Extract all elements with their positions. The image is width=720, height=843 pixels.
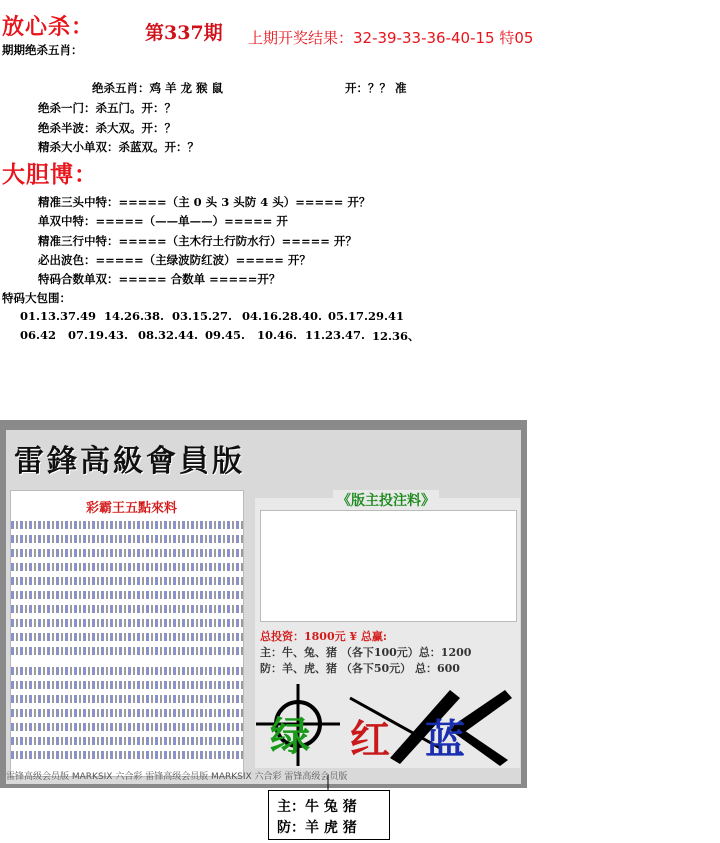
kill-size-parity: 精杀大小单双：杀蓝双。开：？ — [38, 140, 199, 154]
bold-line-color: 必出波色：=====（主绿波防红波）===== 开？ — [38, 253, 311, 267]
package-num: 01.13.37.49 — [20, 309, 97, 323]
stats-main: 主：牛、兔、猪 （各下100元）总：1200 — [260, 646, 472, 659]
bold-line-heads: 精准三头中特：=====（主 0 头 3 头防 4 头）===== 开？ — [38, 195, 371, 209]
issue-number: 第337期 — [145, 22, 223, 44]
stats-backup: 防：羊、虎、猪 （各下50元） 总：600 — [260, 662, 460, 675]
package-num: 10.46. — [257, 328, 298, 342]
poster-title: 雷鋒高級會員版 — [14, 444, 245, 479]
package-num: 12.36、 — [372, 329, 420, 343]
stats-block — [260, 628, 471, 676]
right-panel-box — [260, 510, 517, 622]
kill-half-wave: 绝杀半波：杀大双。开：？ — [38, 121, 176, 135]
package-num: 03.15.27. — [172, 309, 233, 323]
green-char: 绿 — [270, 713, 310, 760]
package-num: 11.23.47. — [305, 328, 366, 342]
kill-five-open: 开：？？ 准 — [345, 81, 407, 95]
pointer-line-icon — [318, 775, 338, 795]
page-title: 放心杀： — [2, 14, 95, 40]
package-num: 07.19.43. — [68, 328, 129, 342]
stats-total: 总投资：1800元 ¥ 总赢: — [260, 630, 387, 643]
bold-title: 大胆博： — [2, 161, 98, 188]
package-title: 特码大包围： — [2, 291, 71, 305]
kill-one-door: 绝杀一门：杀五门。开：？ — [38, 101, 176, 115]
watermark-ribbon: 雷锋高级会员版 MARKSIX 六合彩 雷锋高级会员版 MARKSIX 六合彩 雷锋高级会员版 — [6, 772, 348, 782]
package-num: 09.45. — [205, 328, 246, 342]
kill-five-zodiac: 绝杀五肖：鸡 羊 龙 猴 鼠 — [92, 81, 224, 95]
package-num: 14.26.38. — [104, 309, 165, 323]
package-num: 05.17.29.41 — [328, 309, 405, 323]
subheading-kill-five: 期期绝杀五肖： — [2, 43, 83, 57]
legend-main: 主：牛 兔 猪 — [277, 799, 357, 815]
blue-char: 蓝 — [425, 716, 465, 763]
red-char: 红 — [350, 716, 390, 763]
bold-line-sum: 特码合数单双：===== 合数单 =====开？ — [38, 272, 281, 286]
left-panel — [10, 490, 244, 777]
legend-backup: 防：羊 虎 猪 — [277, 820, 357, 836]
package-num: 04.16.28.40. — [242, 309, 323, 323]
last-result: 上期开奖结果：32-39-33-36-40-15 特05 — [248, 29, 534, 47]
package-num: 08.32.44. — [138, 328, 199, 342]
legend-box — [268, 790, 390, 840]
package-num: 06.42 — [20, 328, 57, 342]
left-panel-title: 彩霸王五點來料 — [86, 501, 178, 516]
right-panel-title: 《版主投注料》 — [333, 490, 439, 510]
bold-line-elements: 精准三行中特：=====（主木行土行防水行）===== 开？ — [38, 234, 357, 248]
bold-line-parity: 单双中特：=====（——单——）===== 开 — [38, 214, 288, 228]
member-poster — [0, 420, 527, 788]
